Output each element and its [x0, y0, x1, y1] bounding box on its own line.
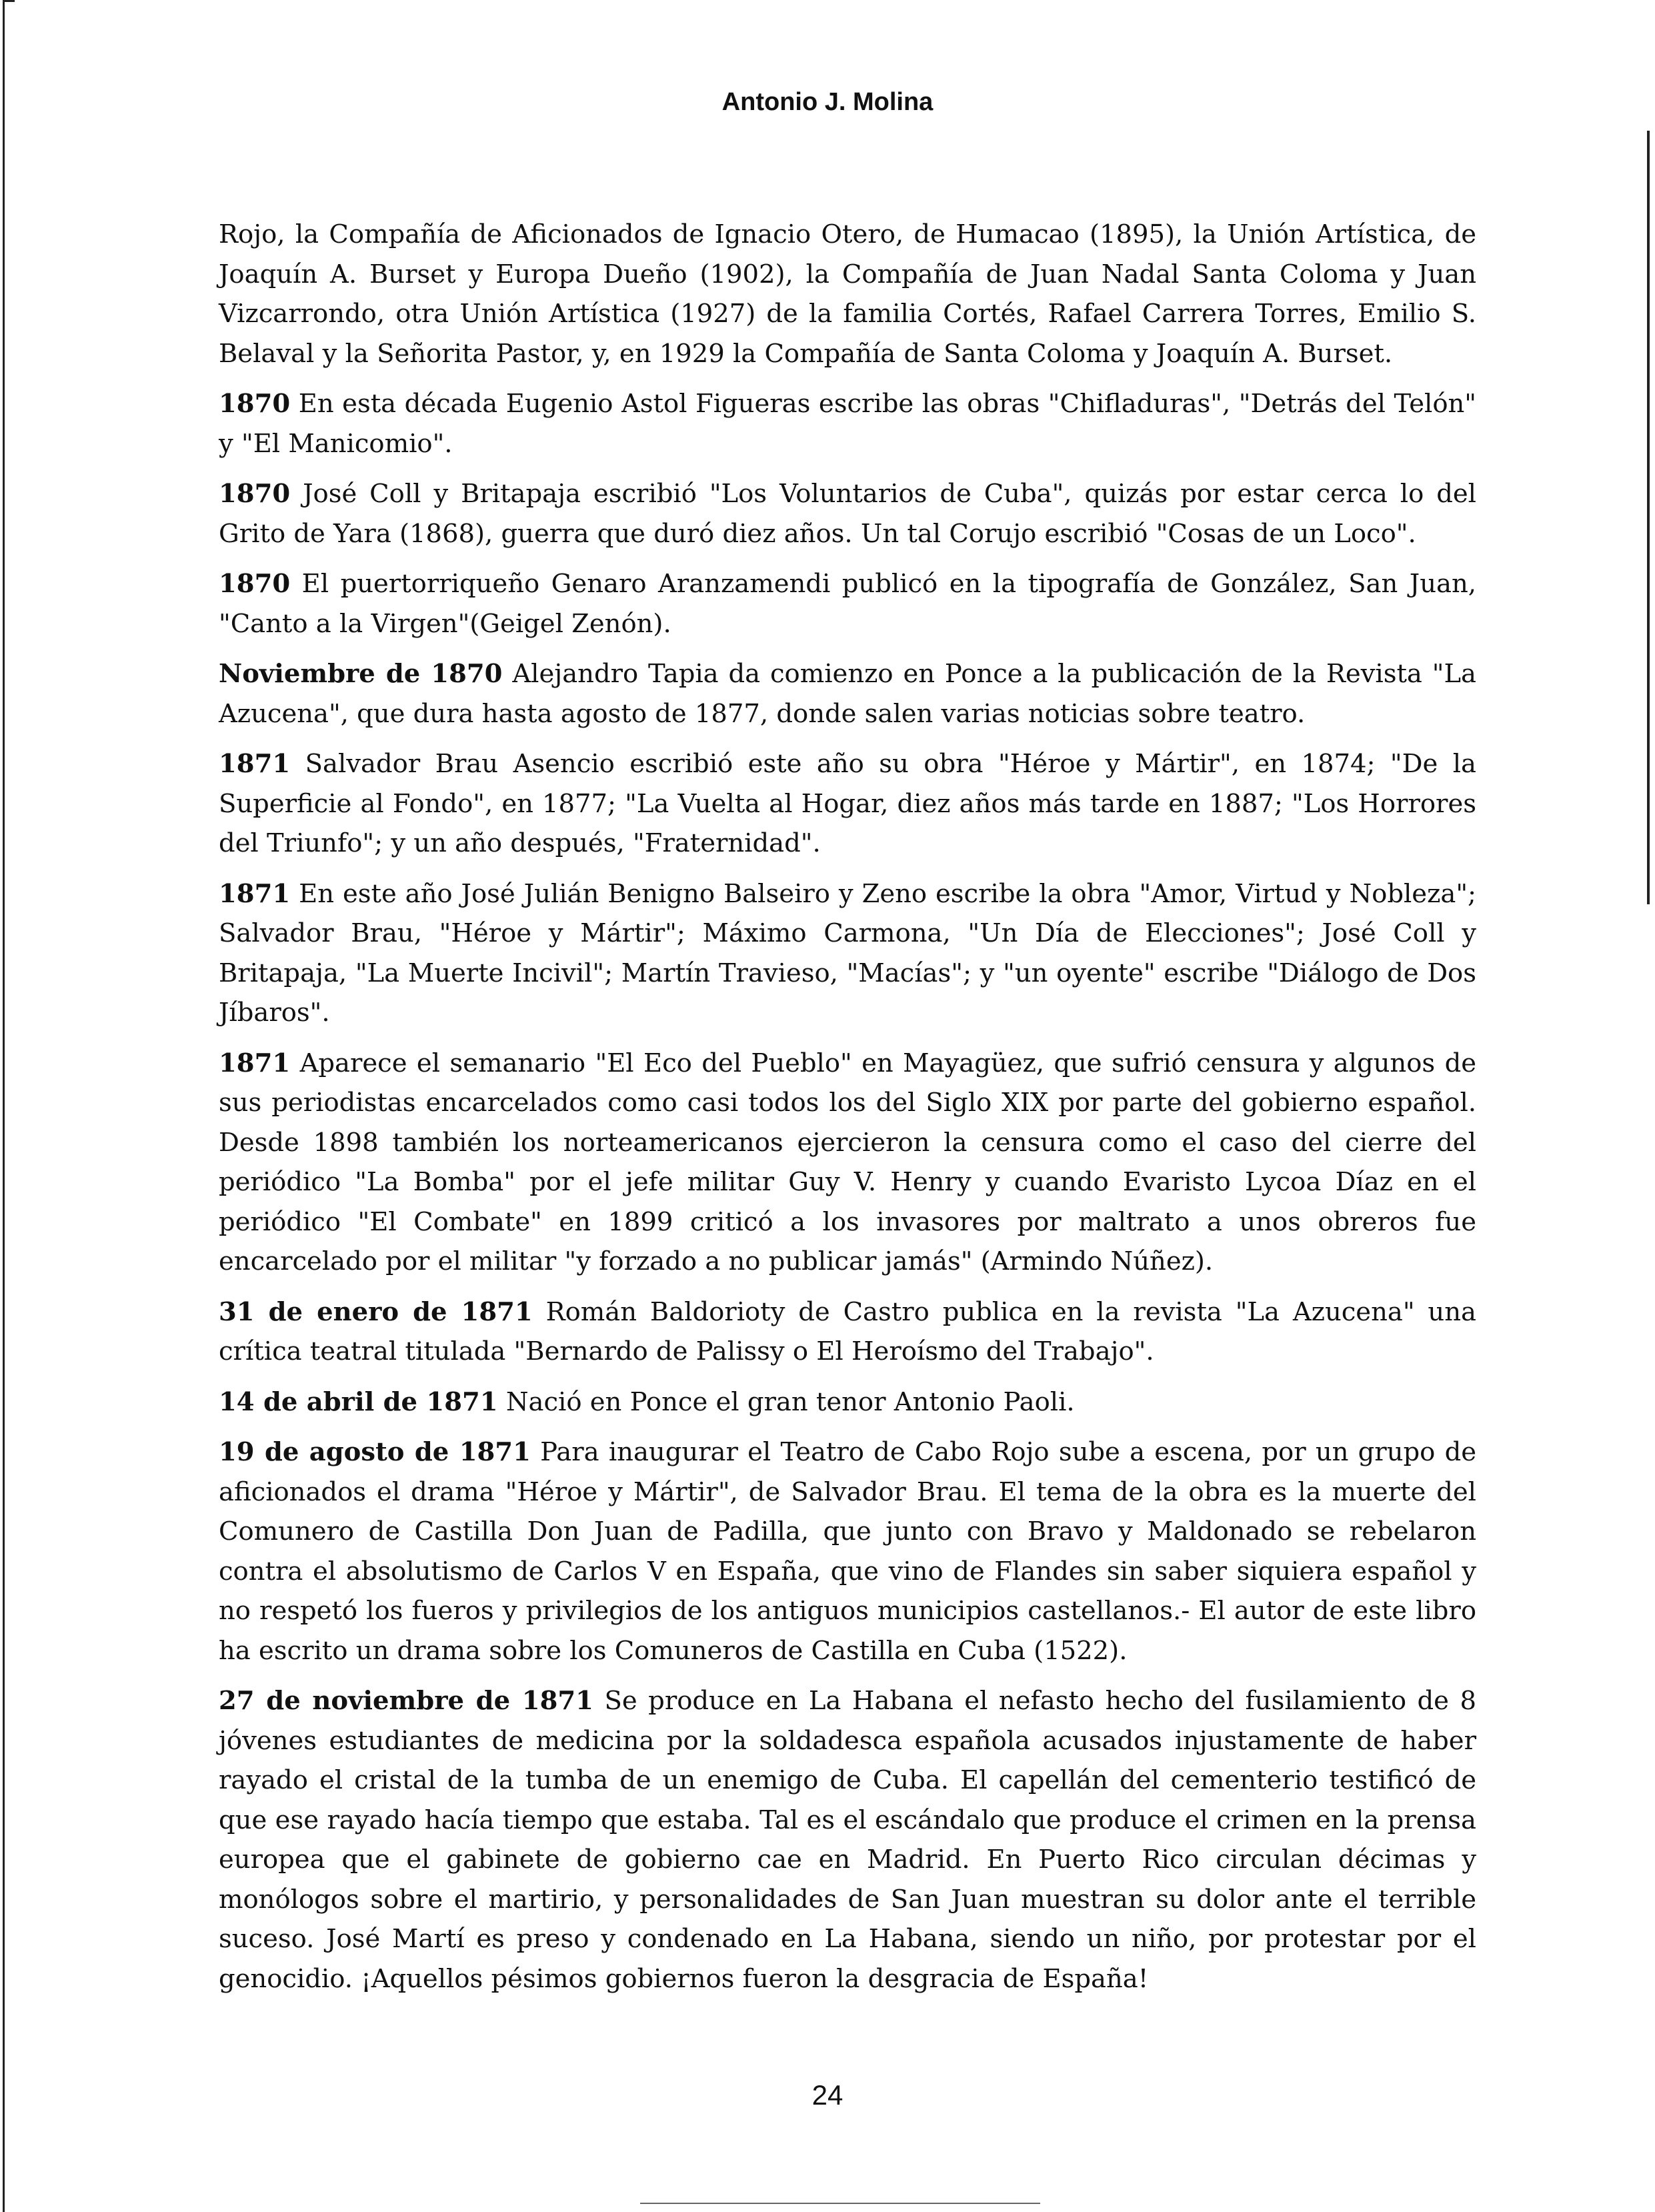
entry-date: 27 de noviembre de 1871 — [219, 1686, 593, 1716]
paragraph-text: José Coll y Britapaja escribió "Los Voluntarios de Cuba", quizás por estar cerca lo del Grito de Yara (1868), guerra que duró diez años. Un tal Corujo escribió "Cosas de un Loco". — [219, 479, 1476, 549]
paragraph-text: Nació en Ponce el gran tenor Antonio Paoli. — [505, 1386, 1075, 1417]
paragraph-text: Alejandro Tapia da comienzo en Ponce a la publicación de la Revista "La Azucena", que dura hasta agosto de 1877, donde salen varias noticias sobre teatro. — [219, 659, 1476, 729]
paragraph — [219, 1044, 1476, 1282]
entry-date: 14 de abril de 1871 — [219, 1386, 498, 1417]
entry-date: Noviembre de 1870 — [219, 659, 503, 689]
paragraph — [219, 474, 1476, 554]
entry-date: 1871 — [219, 1048, 291, 1078]
paragraph — [219, 564, 1476, 644]
paragraph — [219, 215, 1476, 373]
paragraph-text: El puertorriqueño Genaro Aranzamendi publicó en la tipografía de González, San Juan, "Canto a la Virgen"(Geigel Zenón). — [219, 569, 1476, 639]
paragraph — [219, 744, 1476, 864]
entry-date: 19 de agosto de 1871 — [219, 1437, 531, 1467]
paragraph — [219, 1382, 1476, 1422]
paragraph — [219, 1292, 1476, 1372]
paragraph-text: En esta década Eugenio Astol Figueras escribe las obras "Chifladuras", "Detrás del Telón" y "El Manicomio". — [219, 389, 1476, 459]
paragraph-text: Aparece el semanario "El Eco del Pueblo" en Mayagüez, que sufrió censura y algunos de sus periodistas encarcelados como casi todos los del Siglo XIX por parte del gobierno español. Desde 1898 también los norteamericanos ejercieron la censura como el caso del cierre del periódico "La Bomba" por el jefe militar Guy V. Henry y cuando Evaristo Lycoa Díaz en el periódico "El Combate" en 1899 criticó a los invasores por maltrato a unos obreros fue encarcelado por el militar "y forzado a no publicar jamás" (Armindo Núñez). — [219, 1048, 1477, 1276]
entry-date: 1870 — [219, 479, 291, 509]
paragraph — [219, 384, 1476, 463]
page-body — [219, 215, 1476, 2009]
paragraph-text: Román Baldorioty de Castro publica en la revista "La Azucena" una crítica teatral titulada "Bernardo de Palissy o El Heroísmo del Trabajo". — [219, 1296, 1476, 1366]
entry-date: 1870 — [219, 389, 291, 419]
scan-border-right — [1647, 131, 1650, 904]
scan-border-left — [3, 0, 5, 2212]
paragraph-text: Para inaugurar el Teatro de Cabo Rojo sube a escena, por un grupo de aficionados el drama "Héroe y Mártir", de Salvador Brau. El tema de la obra es la muerte del Comunero de Castilla Don Juan de Padilla, que junto con Bravo y Maldonado se rebelaron contra el absolutismo de Carlos V en España, que vino de Flandes sin saber siquiera español y no respetó los fueros y privilegios de los antiguos municipios castellanos.- El autor de este libro ha escrito un drama sobre los Comuneros de Castilla en Cuba (1522). — [219, 1437, 1476, 1666]
paragraph-text: Salvador Brau Asencio escribió este año su obra "Héroe y Mártir", en 1874; "De la Superficie al Fondo", en 1877; "La Vuelta al Hogar, diez años más tarde en 1887; "Los Horrores del Triunfo"; y un año después, "Fraternidad". — [219, 749, 1476, 858]
entry-date: 1871 — [219, 878, 291, 909]
paragraph-text: Se produce en La Habana el nefasto hecho del fusilamiento de 8 jóvenes estudiantes de medicina por la soldadesca española acusados injustamente de haber rayado el cristal de la tumba de un enemigo de Cuba. El capellán del cementerio testificó de que ese rayado hacía tiempo que estaba. Tal es el escándalo que produce el crimen en la prensa europea que el gabinete de gobierno cae en Madrid. En Puerto Rico circulan décimas y monólogos sobre el martirio, y personalidades de San Juan muestran su dolor ante el terrible suceso. José Martí es preso y condenado en La Habana, siendo un niño, por protestar por el genocidio. ¡Aquellos pésimos gobiernos fueron la desgracia de España! — [219, 1686, 1476, 1994]
paragraph — [219, 654, 1476, 734]
paragraph — [219, 874, 1476, 1033]
entry-date: 1870 — [219, 569, 291, 599]
entry-date: 31 de enero de 1871 — [219, 1296, 533, 1327]
paragraph-text: Rojo, la Compañía de Aficionados de Ignacio Otero, de Humacao (1895), la Unión Artística, de Joaquín A. Burset y Europa Dueño (1902), la Compañía de Juan Nadal Santa Coloma y Juan Vizcarrondo, otra Unión Artística (1927) de la familia Cortés, Rafael Carrera Torres, Emilio S. Belaval y la Señorita Pastor, y, en 1929 la Compañía de Santa Coloma y Joaquín A. Burset. — [219, 219, 1476, 369]
paragraph — [219, 1681, 1476, 1999]
paragraph — [219, 1432, 1476, 1671]
entry-date: 1871 — [219, 749, 291, 779]
scan-border-bottom — [640, 2203, 1040, 2204]
paragraph-text: En este año José Julián Benigno Balseiro y Zeno escribe la obra "Amor, Virtud y Nobleza"; Salvador Brau, "Héroe y Mártir"; Máximo Carmona, "Un Día de Elecciones"; José Coll y Britapaja, "La Muerte Incivil"; Martín Travieso, "Macías"; y "un oyente" escribe "Diálogo de Dos Jíbaros". — [219, 878, 1477, 1028]
page-number: 24 — [811, 2079, 844, 2111]
scan-border-top-left — [3, 0, 15, 2]
running-header-author: Antonio J. Molina — [721, 88, 934, 116]
